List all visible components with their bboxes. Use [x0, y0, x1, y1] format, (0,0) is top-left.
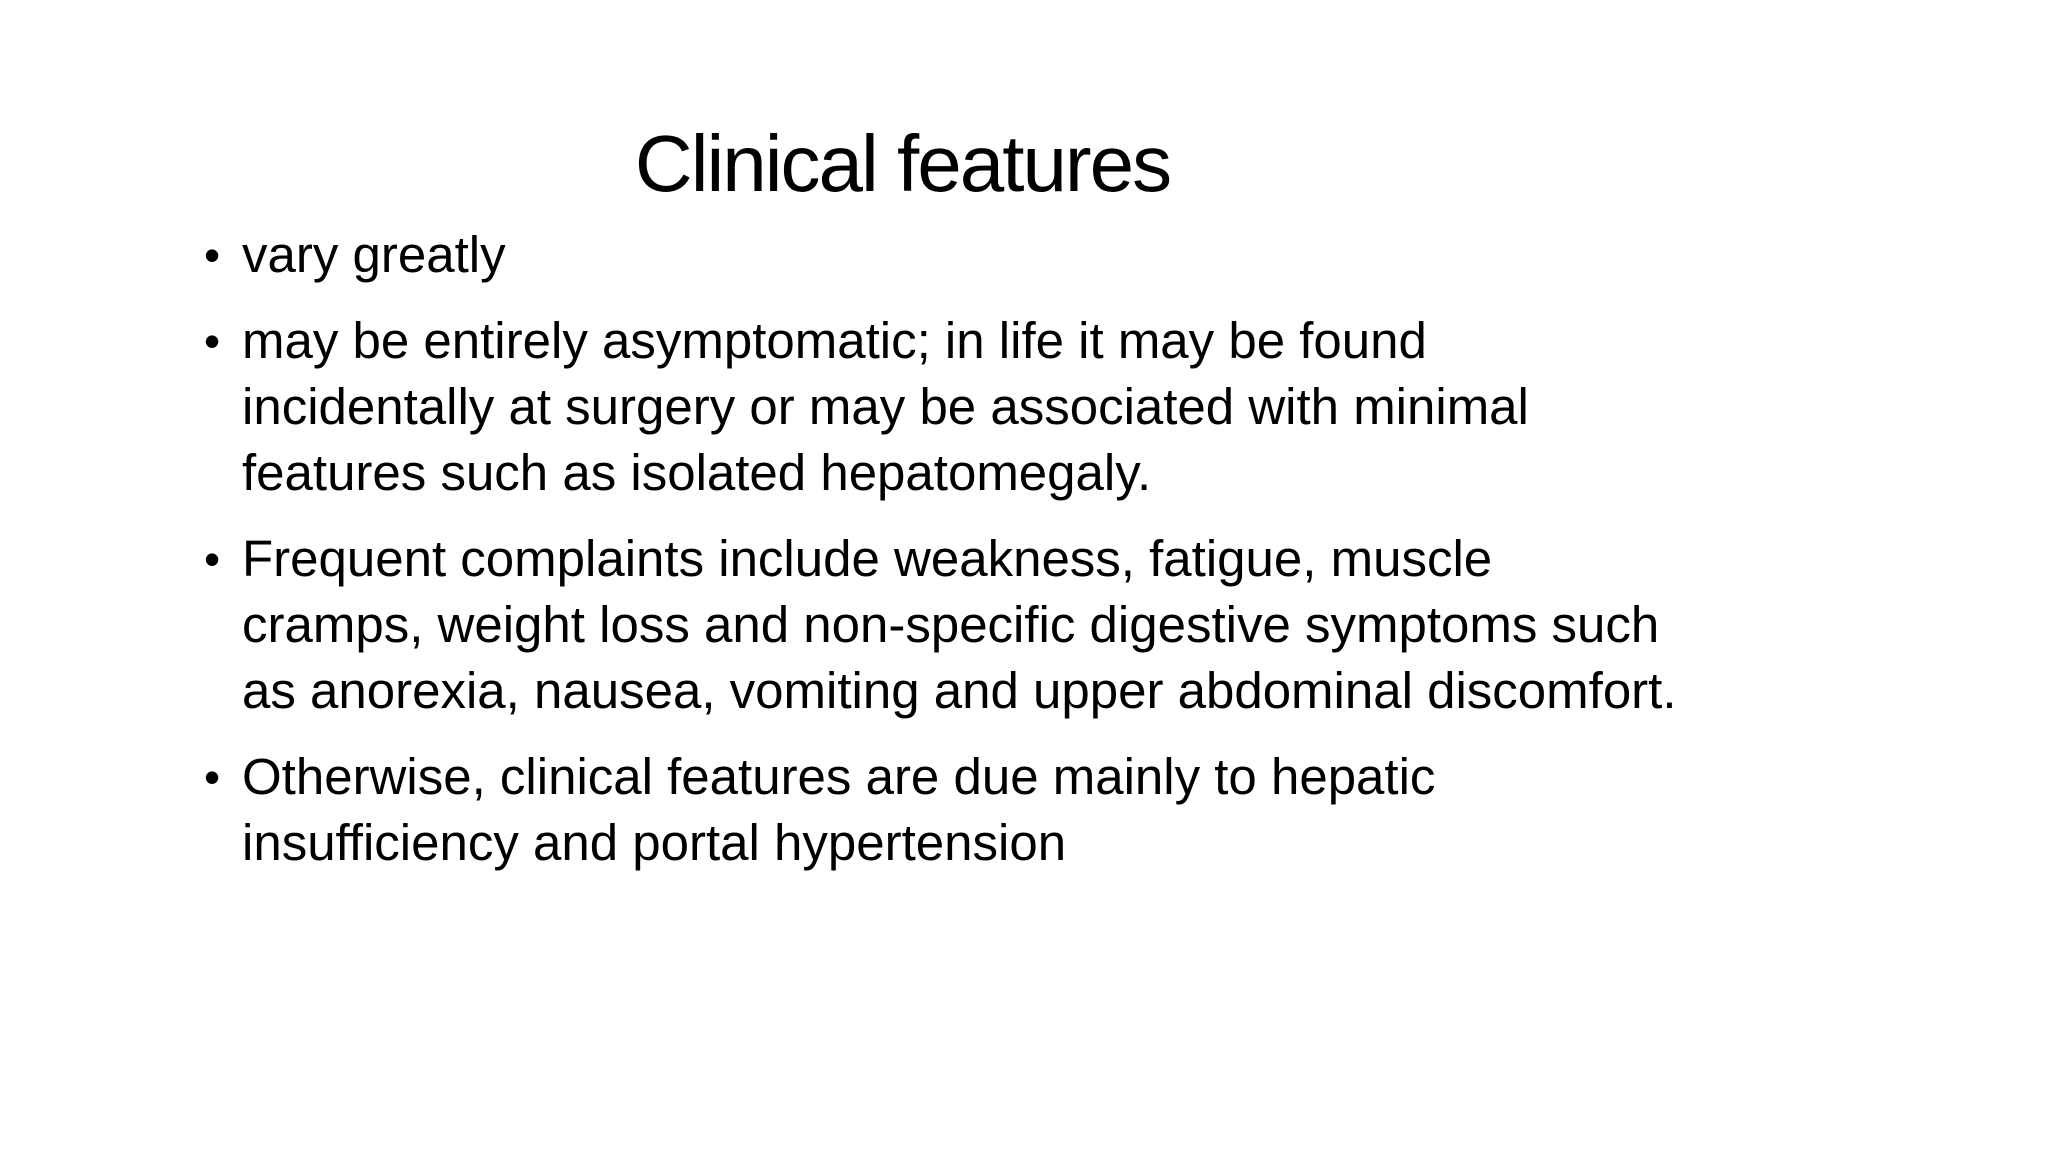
bullet-text: Otherwise, clinical features are due mainly to hepatic insufficiency and portal hypertension: [242, 748, 1436, 871]
bullet-dot-icon: •: [204, 751, 221, 803]
bullet-text: may be entirely asymptomatic; in life it may be found incidentally at surgery or may be associated with minimal features such as isolated hepatomegaly.: [242, 312, 1529, 501]
bullet-text: vary greatly: [242, 226, 506, 283]
bullet-item: [204, 308, 1682, 506]
bullet-dot-icon: •: [204, 229, 221, 281]
bullet-item: [204, 222, 1682, 288]
bullet-text: Frequent complaints include weakness, fatigue, muscle cramps, weight loss and non-specific digestive symptoms such as anorexia, nausea, vomiting and upper abdominal discomfort.: [242, 530, 1677, 719]
bullet-item: [204, 526, 1682, 724]
bullet-item: [204, 744, 1682, 876]
bullet-dot-icon: •: [204, 315, 221, 367]
bullet-list: [204, 222, 1682, 896]
slide-title: Clinical features: [634, 119, 1171, 208]
bullet-dot-icon: •: [204, 533, 221, 585]
